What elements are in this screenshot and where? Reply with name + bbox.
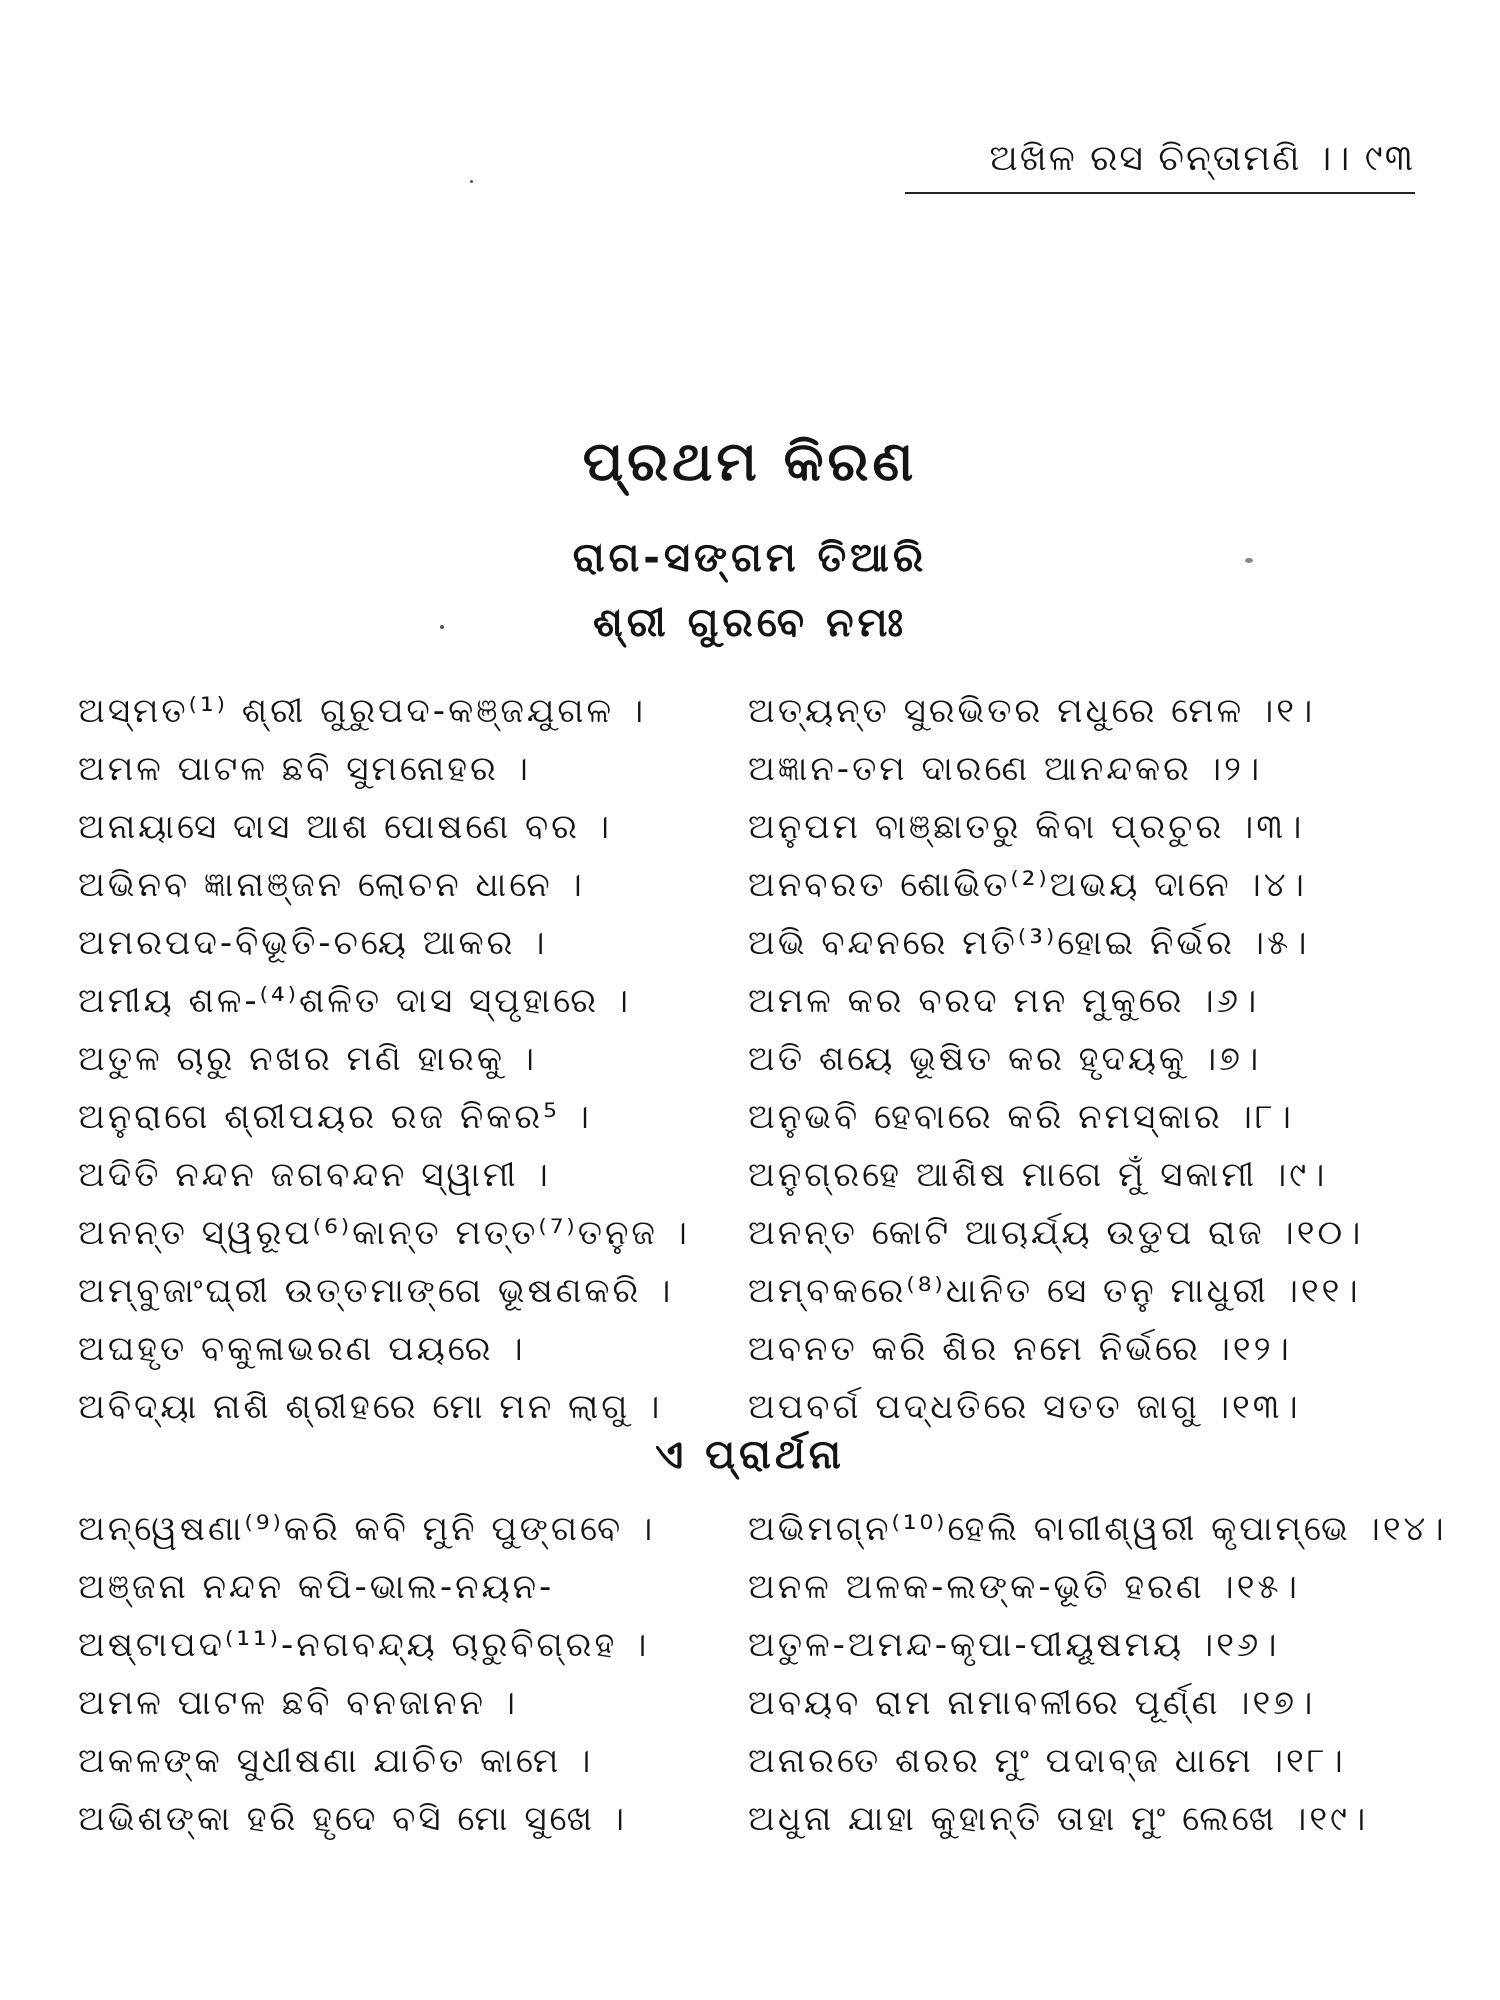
verse-second-half: ଅତୁଳ-ଅମନ୍ଦ-କୃପା-ପୀୟୂଷମୟ ।୧୬। — [748, 1625, 1280, 1665]
verse-second-half: ଅମ୍ବକରେ⁽⁸⁾ଧାନିତ ସେ ତନୁ ମାଧୁରୀ ।୧୧। — [748, 1271, 1361, 1311]
verse-second-half: ଅମଳ କର ବରଦ ମନ ମୁକୁରେ ।୬। — [748, 981, 1260, 1021]
verse-row — [78, 1674, 1418, 1732]
verse-first-half: ଅମ୍ବୁଜାଂଘ୍ରୀ ଉତ୍ତମାଙ୍ଗେ ଭୂଷଣକରି । — [78, 1271, 674, 1311]
verse-second-half: ଅନାରତେ ଶରର ମୁଂ ପଦାବ୍ଜ ଧାମେ ।୧୮। — [748, 1741, 1346, 1781]
verse-first-half: ଅଭିନବ ଜ୍ଞାନାଞ୍ଜନ ଲୋଚନ ଧାନେ । — [78, 865, 585, 905]
verse-first-half: ଅଭିଶଙ୍କା ହରି ହୃଦେ ବସି ମୋ ସୁଖେ । — [78, 1799, 628, 1839]
verse-second-half: ଅନୁଭବି ହେବାରେ କରି ନମସ୍କାର ।୮। — [748, 1097, 1294, 1137]
verse-first-half: ଅନାୟାସେ ଦାସ ଆଶ ପୋଷଣେ ବର । — [78, 807, 613, 847]
verse-second-half: ଅନବରତ ଶୋଭିତ⁽²⁾ଅଭୟ ଦାନେ ।୪। — [748, 865, 1307, 905]
verse-first-half: ଅମୀୟ ଶଳ-⁽⁴⁾ଶଳିତ ଦାସ ସ୍ପୃହାରେ । — [78, 981, 632, 1021]
verse-second-half: ଅନନ୍ତ କୋଟି ଆଚାର୍ଯ୍ୟ ଉଡୁପ ରାଜ ।୧୦। — [748, 1213, 1364, 1253]
verse-first-half: ଅସ୍ମତ⁽¹⁾ ଶ୍ରୀ ଗୁରୁପଦ-କଞ୍ଜଯୁଗଳ । — [78, 691, 647, 731]
verse-row — [78, 914, 1418, 972]
verse-second-half: ଅତି ଶୟେ ଭୂଷିତ କର ହୃଦୟକୁ ।୭। — [748, 1039, 1262, 1079]
verse-first-half: ଅନୁରାଗେ ଶ୍ରୀପୟର ରଜ ନିକର⁵ । — [78, 1097, 592, 1137]
verse-first-half: ଅତୁଳ ଚାରୁ ନଖର ମଣି ହାରକୁ । — [78, 1039, 538, 1079]
verse-row — [78, 856, 1418, 914]
verse-second-half: ଅନୁଗ୍ରହେ ଆଶିଷ ମାଗେ ମୁଁ ସକାମୀ ।୯। — [748, 1155, 1328, 1195]
verse-row — [78, 682, 1418, 740]
verse-row — [78, 1030, 1418, 1088]
verse-second-half: ଅଭି ବନ୍ଦନରେ ମତି⁽³⁾ହୋଇ ନିର୍ଭର ।୫। — [748, 923, 1310, 963]
verse-block-2 — [78, 1500, 1447, 1848]
verse-first-half: ଅଦିତି ନନ୍ଦନ ଜଗବନ୍ଦନ ସ୍ୱାମୀ । — [78, 1155, 551, 1195]
verse-second-half: ଅନୁପମ ବାଞ୍ଛାତରୁ କିବା ପ୍ରଚୁର ।୩। — [748, 807, 1305, 847]
verse-row — [78, 1732, 1418, 1790]
verse-first-half: ଅମଳ ପାଟଳ ଛବି ସୁମନୋହର । — [78, 749, 531, 789]
prayer-heading: ଏ ପ୍ରାର୍ଥନା — [655, 1432, 845, 1478]
raga-subtitle: ରାଗ-ସଙ୍ଗମ ତିଆରି — [572, 535, 928, 581]
paper-speck — [1245, 558, 1253, 563]
verse-row — [78, 740, 1418, 798]
verse-block-1 — [78, 682, 1418, 1436]
invocation-line: ଶ୍ରୀ ଗୁରବେ ନମଃ — [592, 600, 908, 646]
verse-row — [78, 1320, 1418, 1378]
verse-row — [78, 798, 1418, 856]
verse-first-half: ଅମଳ ପାଟଳ ଛବି ବନଜାନନ । — [78, 1683, 519, 1723]
verse-second-half: ଅଜ୍ଞାନ-ତମ ଦାରଣେ ଆନନ୍ଦକର ।୨। — [748, 749, 1263, 789]
verse-second-half: ଅପବର୍ଗ ପଦ୍ଧତିରେ ସତତ ଜାଗୁ ।୧୩। — [748, 1387, 1301, 1427]
verse-row — [78, 1204, 1418, 1262]
verse-row — [78, 1616, 1418, 1674]
verse-first-half: ଅଞ୍ଜନା ନନ୍ଦନ କପି-ଭାଲ-ନୟନ- — [78, 1567, 555, 1607]
verse-row — [78, 1558, 1418, 1616]
verse-row — [78, 1500, 1447, 1558]
verse-row — [78, 1378, 1418, 1436]
verse-first-half: ଅଘହୃତ ବକୁଳାଭରଣ ପୟରେ । — [78, 1329, 526, 1369]
verse-first-half: ଅବିଦ୍ୟା ନାଶି ଶ୍ରୀହରେ ମୋ ମନ ଲାଗୁ । — [78, 1387, 663, 1427]
paper-speck — [470, 180, 473, 183]
verse-first-half: ଅଷ୍ଟାପଦ⁽¹¹⁾-ନଗବନ୍ଦ୍ୟ ଚାରୁବିଗ୍ରହ । — [78, 1625, 650, 1665]
running-header: ଅଖିଳ ରସ ଚିନ୍ତାମଣି ।। ୯୩ — [905, 138, 1415, 194]
verse-first-half: ଅନନ୍ତ ସ୍ୱରୂପ⁽⁶⁾କାନ୍ତ ମତ୍ତ⁽⁷⁾ତନୁଜ । — [78, 1213, 690, 1253]
verse-row — [78, 1262, 1418, 1320]
verse-second-half: ଅବୟବ ରାମ ନାମାବଳୀରେ ପୂର୍ଣ୍ଣ ।୧୭। — [748, 1683, 1316, 1723]
verse-row — [78, 1088, 1418, 1146]
verse-row — [78, 972, 1418, 1030]
verse-second-half: ଅନଳ ଅଳକ-ଲଙ୍କ-ଭୂତି ହରଣ ।୧୫। — [748, 1567, 1300, 1607]
verse-first-half: ଅନ୍ୱେଷଣା⁽⁹⁾କରି କବି ମୁନି ପୁଙ୍ଗବେ । — [78, 1509, 656, 1549]
verse-second-half: ଅତ୍ୟନ୍ତ ସୁରଭିତର ମଧୁରେ ମେଳ ।୧। — [748, 691, 1316, 731]
paper-speck — [440, 625, 444, 629]
verse-row — [78, 1790, 1418, 1848]
verse-second-half: ଅଧୁନା ଯାହା କୁହାନ୍ତି ତାହା ମୁଂ ଲେଖେ ।୧୯। — [748, 1799, 1369, 1839]
verse-first-half: ଅମରପଦ-ବିଭୂତି-ଚୟେ ଆକର । — [78, 923, 548, 963]
verse-second-half: ଅଭିମଗ୍ନ⁽¹⁰⁾ହେଲି ବାଗୀଶ୍ୱରୀ କୃପାମ୍ଭେ ।୧୪। — [748, 1509, 1447, 1549]
verse-second-half: ଅବନତ କରି ଶିର ନମେ ନିର୍ଭରେ ।୧୨। — [748, 1329, 1292, 1369]
verse-first-half: ଅକଳଙ୍କ ସୁଧୀଷଣା ଯାଚିତ କାମେ । — [78, 1741, 594, 1781]
verse-row — [78, 1146, 1418, 1204]
chapter-title: ପ୍ରଥମ କିରଣ — [582, 430, 918, 493]
